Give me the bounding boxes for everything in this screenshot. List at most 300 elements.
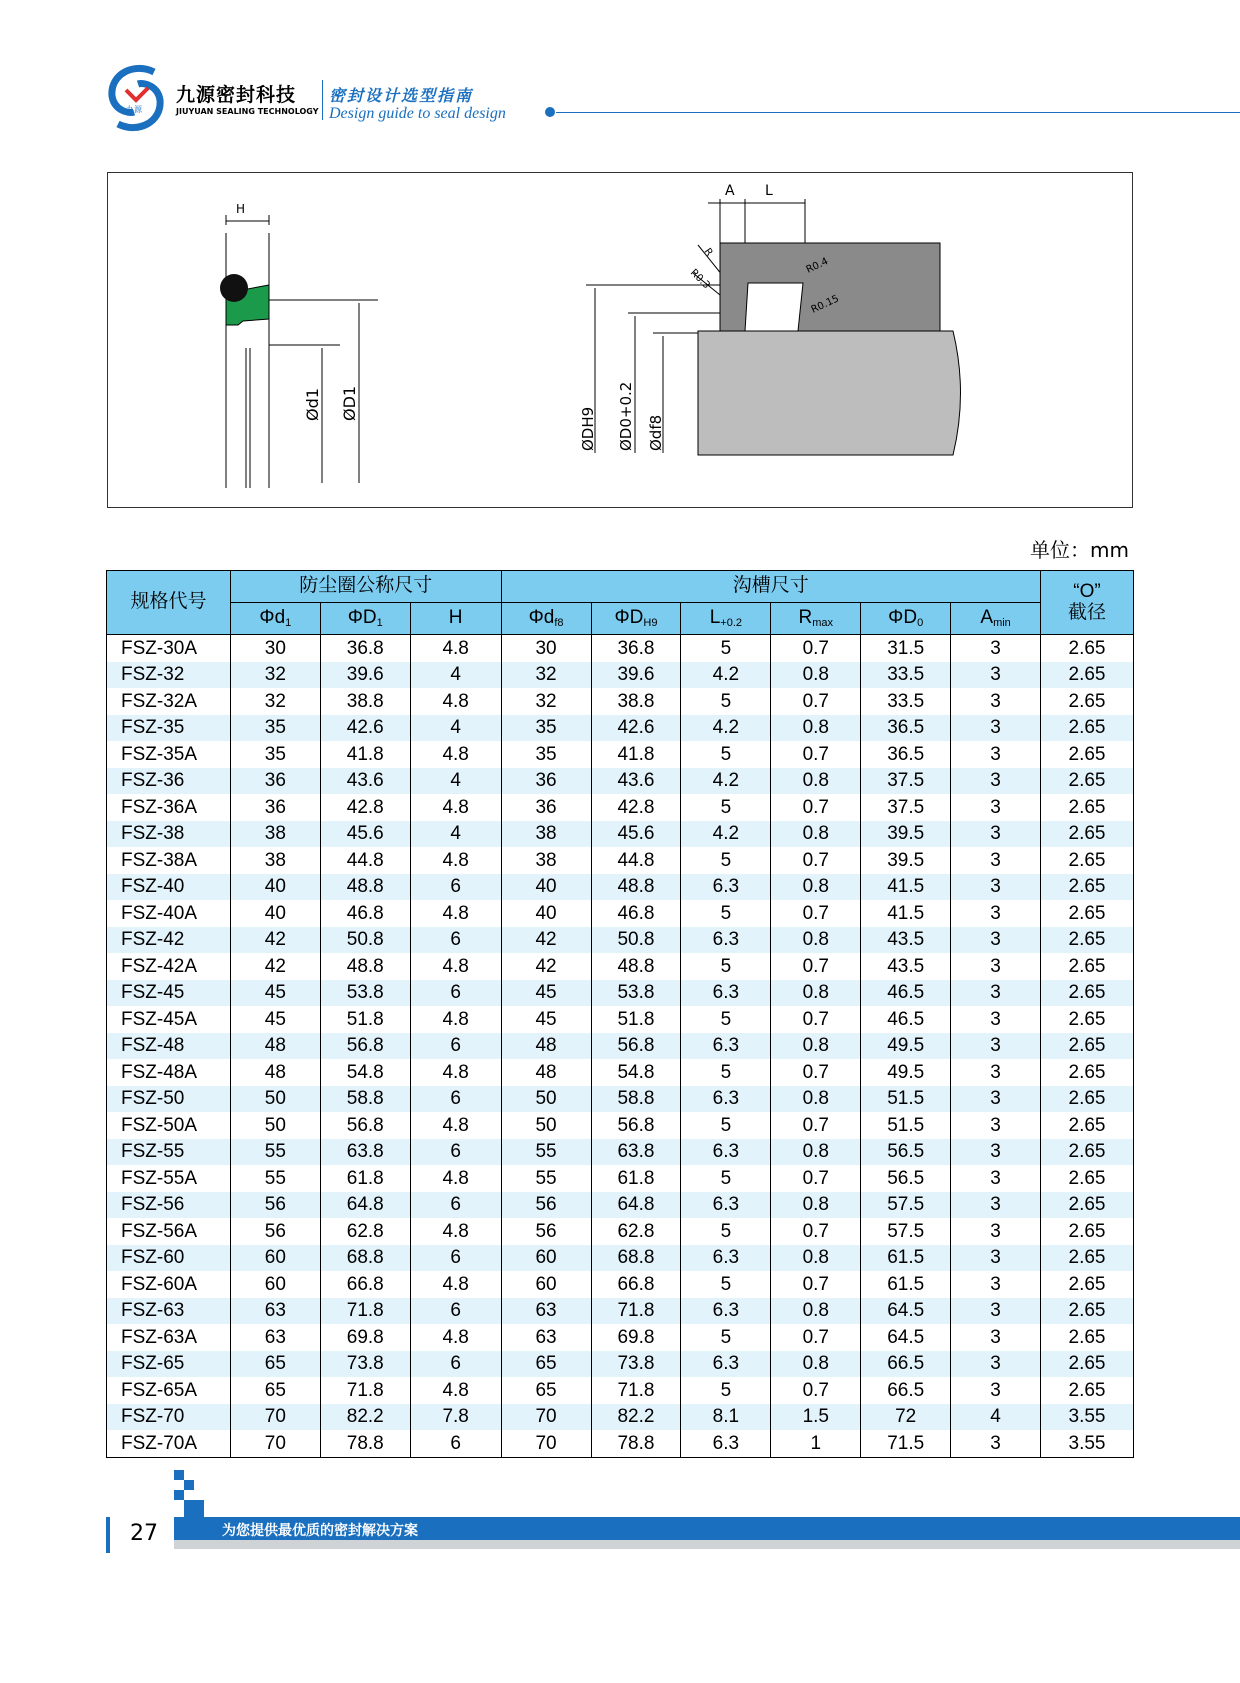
table-cell: 65 [501,1351,591,1378]
table-cell: 4.2 [681,768,771,795]
table-cell: 2.65 [1041,1086,1134,1113]
table-cell: 3 [951,741,1041,768]
table-cell: 3 [951,1351,1041,1378]
table-row [107,794,1134,821]
table-row [107,1271,1134,1298]
table-cell: 0.8 [771,1245,861,1272]
table-cell: 56.8 [591,1033,681,1060]
table-cell: 43.5 [861,953,951,980]
label-r: R [701,246,715,259]
table-cell: 3 [951,688,1041,715]
table-cell: 50 [501,1086,591,1113]
sub-header-row [107,603,1134,635]
table-cell: 46.5 [861,1006,951,1033]
table-cell: 32 [230,688,320,715]
table-cell: 0.7 [771,688,861,715]
table-cell: 0.7 [771,953,861,980]
table-cell: 6 [410,1298,501,1325]
table-row [107,1059,1134,1086]
table-cell: 2.65 [1041,953,1134,980]
table-cell: 5 [681,635,771,662]
table-cell: 50 [501,1112,591,1139]
table-cell: 36.8 [320,635,410,662]
table-cell: 64.5 [861,1324,951,1351]
table-cell: 2.65 [1041,847,1134,874]
table-cell: 0.7 [771,900,861,927]
table-cell: 41.5 [861,900,951,927]
table-cell: 42.6 [591,715,681,742]
sub-header-subscript: 1 [376,616,383,629]
spec-code-cell: FSZ-38A [107,847,231,874]
table-cell: 1.5 [771,1404,861,1431]
table-cell: 3 [951,1059,1041,1086]
footer-pixel [174,1490,184,1500]
table-cell: 6 [410,1033,501,1060]
table-cell: 0.7 [771,794,861,821]
table-cell: 70 [230,1430,320,1457]
table-cell: 2.65 [1041,821,1134,848]
table-cell: 0.8 [771,1033,861,1060]
table-cell: 3 [951,1245,1041,1272]
spec-code-cell: FSZ-48 [107,1033,231,1060]
table-cell: 50 [230,1112,320,1139]
brand-name-cn: 九源密封科技 [176,84,297,106]
table-cell: 31.5 [861,635,951,662]
table-cell: 4.8 [410,1271,501,1298]
table-cell: 2.65 [1041,980,1134,1007]
table-cell: 4.8 [410,688,501,715]
table-cell: 68.8 [591,1245,681,1272]
table-cell: 2.65 [1041,635,1134,662]
spec-code-cell: FSZ-60 [107,1245,231,1272]
table-cell: 2.65 [1041,688,1134,715]
seal-diagram [107,172,1133,508]
table-cell: 35 [230,715,320,742]
table-cell: 49.5 [861,1059,951,1086]
table-cell: 2.65 [1041,1165,1134,1192]
table-cell: 0.7 [771,1377,861,1404]
table-cell: 3 [951,1086,1041,1113]
table-cell: 35 [501,741,591,768]
sub-header-main: H [448,607,463,629]
table-cell: 62.8 [320,1218,410,1245]
table-cell: 3.55 [1041,1404,1134,1431]
table-cell: 0.8 [771,1192,861,1219]
table-cell: 61.8 [320,1165,410,1192]
table-cell: 71.8 [320,1377,410,1404]
table-cell: 3 [951,980,1041,1007]
spec-code-cell: FSZ-40A [107,900,231,927]
table-cell: 3 [951,821,1041,848]
table-cell: 53.8 [320,980,410,1007]
table-cell: 48.8 [591,874,681,901]
table-cell: 4.8 [410,1165,501,1192]
table-cell: 36 [501,794,591,821]
table-cell: 4 [951,1404,1041,1431]
table-cell: 39.6 [320,662,410,689]
sub-header-cell [771,603,861,635]
table-cell: 2.65 [1041,1324,1134,1351]
sub-header-main: ΦD [614,606,644,628]
table-cell: 61.8 [591,1165,681,1192]
table-cell: 50.8 [591,927,681,954]
table-cell: 38.8 [591,688,681,715]
table-cell: 46.8 [591,900,681,927]
header-oring-line2: 截径 [1068,601,1107,623]
table-cell: 6.3 [681,927,771,954]
table-cell: 65 [230,1351,320,1378]
spec-code-cell: FSZ-55 [107,1139,231,1166]
table-cell: 73.8 [591,1351,681,1378]
table-cell: 33.5 [861,688,951,715]
table-cell: 66.5 [861,1377,951,1404]
table-cell: 2.65 [1041,900,1134,927]
table-cell: 3 [951,1192,1041,1219]
header-groove-group: 沟槽尺寸 [501,571,1040,603]
table-cell: 45.6 [591,821,681,848]
table-row [107,1298,1134,1325]
table-cell: 42 [230,953,320,980]
sub-header-subscript: 1 [285,616,292,629]
footer-slogan: 为您提供最优质的密封解决方案 [222,1523,418,1539]
spec-code-cell: FSZ-36 [107,768,231,795]
table-cell: 61.5 [861,1271,951,1298]
table-cell: 56.8 [320,1033,410,1060]
table-cell: 45 [501,1006,591,1033]
table-cell: 6 [410,1430,501,1457]
table-cell: 2.65 [1041,927,1134,954]
table-cell: 2.65 [1041,1218,1134,1245]
table-row [107,1324,1134,1351]
table-cell: 0.8 [771,662,861,689]
table-cell: 70 [501,1430,591,1457]
diagram-drawing [108,173,1134,509]
table-cell: 6 [410,1086,501,1113]
spec-code-cell: FSZ-30A [107,635,231,662]
header-oring-group [1041,571,1134,635]
table-cell: 38.8 [320,688,410,715]
table-cell: 70 [230,1404,320,1431]
table-cell: 5 [681,1324,771,1351]
spec-code-cell: FSZ-65A [107,1377,231,1404]
table-cell: 65 [230,1377,320,1404]
sub-header-main: A [980,606,994,628]
table-cell: 0.7 [771,1271,861,1298]
table-cell: 63.8 [320,1139,410,1166]
table-cell: 56 [501,1218,591,1245]
spec-code-cell: FSZ-60A [107,1271,231,1298]
table-cell: 4.8 [410,1112,501,1139]
table-cell: 5 [681,847,771,874]
header-code: 规格代号 [107,571,231,635]
table-cell: 1 [771,1430,861,1457]
table-row [107,1218,1134,1245]
footer-shadow-bar [174,1540,1240,1549]
table-cell: 5 [681,1218,771,1245]
table-cell: 6.3 [681,874,771,901]
table-cell: 0.8 [771,1298,861,1325]
table-cell: 0.7 [771,847,861,874]
table-cell: 71.8 [320,1298,410,1325]
table-cell: 3 [951,927,1041,954]
table-cell: 68.8 [320,1245,410,1272]
table-cell: 0.8 [771,874,861,901]
sub-header-subscript: H9 [643,616,658,629]
table-cell: 56.8 [320,1112,410,1139]
sub-header-main: ΦD [888,606,918,628]
table-cell: 4.8 [410,1377,501,1404]
spec-code-cell: FSZ-50A [107,1112,231,1139]
table-cell: 63 [230,1324,320,1351]
table-cell: 55 [230,1139,320,1166]
table-cell: 2.65 [1041,768,1134,795]
table-cell: 4.2 [681,715,771,742]
table-cell: 3 [951,1271,1041,1298]
table-cell: 66.8 [320,1271,410,1298]
sub-header-subscript: 0 [917,616,924,629]
table-cell: 40 [501,900,591,927]
table-cell: 5 [681,741,771,768]
table-cell: 2.65 [1041,1192,1134,1219]
table-row [107,1351,1134,1378]
table-cell: 57.5 [861,1192,951,1219]
table-cell: 78.8 [591,1430,681,1457]
table-cell: 6.3 [681,1298,771,1325]
rod-body [698,331,961,455]
sub-header-subscript: f8 [554,616,564,629]
table-cell: 41.8 [591,741,681,768]
table-cell: 38 [230,847,320,874]
table-cell: 3.55 [1041,1430,1134,1457]
table-cell: 69.8 [320,1324,410,1351]
table-cell: 4.8 [410,953,501,980]
table-cell: 43.6 [320,768,410,795]
table-cell: 4.8 [410,847,501,874]
table-row [107,715,1134,742]
table-cell: 0.8 [771,715,861,742]
table-cell: 3 [951,900,1041,927]
table-cell: 2.65 [1041,1377,1134,1404]
label-D1: ØD1 [340,385,359,421]
table-cell: 36.8 [591,635,681,662]
table-cell: 58.8 [591,1086,681,1113]
sub-header-subscript: min [993,616,1011,629]
table-cell: 7.8 [410,1404,501,1431]
table-cell: 6 [410,980,501,1007]
table-cell: 4.8 [410,900,501,927]
table-cell: 42.8 [320,794,410,821]
table-cell: 0.8 [771,1086,861,1113]
table-cell: 3 [951,768,1041,795]
table-cell: 2.65 [1041,1006,1134,1033]
table-cell: 66.8 [591,1271,681,1298]
table-cell: 32 [501,688,591,715]
spec-code-cell: FSZ-42A [107,953,231,980]
table-cell: 0.8 [771,980,861,1007]
spec-code-cell: FSZ-35 [107,715,231,742]
table-cell: 50 [230,1086,320,1113]
table-cell: 40 [230,900,320,927]
groove-housing [720,243,940,331]
label-r015: R0.15 [809,293,841,316]
table-cell: 61.5 [861,1245,951,1272]
table-cell: 32 [230,662,320,689]
table-cell: 63 [501,1324,591,1351]
spec-table [106,570,1134,1458]
spec-code-cell: FSZ-35A [107,741,231,768]
spec-code-cell: FSZ-32A [107,688,231,715]
sub-header-main: L [709,606,721,628]
table-cell: 40 [501,874,591,901]
table-cell: 64.8 [591,1192,681,1219]
table-cell: 4 [410,821,501,848]
unit-label: 单位：mm [1030,538,1129,562]
table-cell: 64.5 [861,1298,951,1325]
table-cell: 72 [861,1404,951,1431]
table-cell: 45 [230,1006,320,1033]
table-cell: 55 [501,1139,591,1166]
label-df8: Ødf8 [647,414,665,451]
spec-code-cell: FSZ-55A [107,1165,231,1192]
table-cell: 48.8 [320,874,410,901]
spec-code-cell: FSZ-42 [107,927,231,954]
table-cell: 4.8 [410,635,501,662]
table-cell: 0.7 [771,1006,861,1033]
table-row [107,980,1134,1007]
table-cell: 48 [501,1033,591,1060]
table-row [107,874,1134,901]
table-cell: 4 [410,768,501,795]
table-cell: 3 [951,847,1041,874]
table-row [107,1139,1134,1166]
table-row [107,688,1134,715]
table-cell: 35 [501,715,591,742]
table-cell: 42 [501,927,591,954]
header-dot [545,107,555,117]
sub-header-cell [230,603,320,635]
table-cell: 5 [681,1006,771,1033]
table-cell: 37.5 [861,768,951,795]
table-cell: 46.8 [320,900,410,927]
table-cell: 0.8 [771,768,861,795]
table-cell: 3 [951,1033,1041,1060]
table-cell: 43.5 [861,927,951,954]
spec-code-cell: FSZ-38 [107,821,231,848]
label-dh9: ØDH9 [579,406,597,451]
o-ring-section [220,274,248,302]
table-cell: 8.1 [681,1404,771,1431]
table-cell: 4.8 [410,1059,501,1086]
table-cell: 63 [501,1298,591,1325]
table-cell: 5 [681,1271,771,1298]
brand-separator [322,80,323,120]
table-cell: 3 [951,1006,1041,1033]
table-cell: 2.65 [1041,1271,1134,1298]
label-a: A [725,183,735,199]
table-cell: 5 [681,688,771,715]
guide-title-cn: 密封设计选型指南 [329,86,474,105]
table-cell: 33.5 [861,662,951,689]
table-row [107,1086,1134,1113]
table-cell: 2.65 [1041,794,1134,821]
table-cell: 78.8 [320,1430,410,1457]
spec-code-cell: FSZ-56 [107,1192,231,1219]
table-cell: 56.5 [861,1139,951,1166]
table-cell: 56.8 [591,1112,681,1139]
table-row [107,1245,1134,1272]
table-cell: 0.8 [771,927,861,954]
table-cell: 55 [230,1165,320,1192]
table-cell: 48 [501,1059,591,1086]
table-cell: 3 [951,1165,1041,1192]
table-cell: 42.6 [320,715,410,742]
table-cell: 6 [410,1351,501,1378]
table-cell: 30 [501,635,591,662]
table-cell: 6.3 [681,1351,771,1378]
table-row [107,1033,1134,1060]
sub-header-cell [320,603,410,635]
table-cell: 44.8 [591,847,681,874]
table-cell: 64.8 [320,1192,410,1219]
spec-code-cell: FSZ-70 [107,1404,231,1431]
table-cell: 3 [951,715,1041,742]
table-cell: 36 [230,794,320,821]
table-cell: 49.5 [861,1033,951,1060]
table-cell: 38 [501,821,591,848]
company-logo [104,62,168,134]
table-cell: 57.5 [861,1218,951,1245]
table-cell: 39.5 [861,821,951,848]
spec-code-cell: FSZ-50 [107,1086,231,1113]
table-cell: 56 [230,1218,320,1245]
table-cell: 50.8 [320,927,410,954]
spec-code-cell: FSZ-63 [107,1298,231,1325]
table-cell: 51.8 [320,1006,410,1033]
table-row [107,1165,1134,1192]
table-cell: 65 [501,1377,591,1404]
label-l: L [765,183,773,199]
table-cell: 60 [230,1271,320,1298]
table-cell: 2.65 [1041,1059,1134,1086]
table-cell: 2.65 [1041,715,1134,742]
table-cell: 51.8 [591,1006,681,1033]
table-cell: 5 [681,900,771,927]
table-cell: 36 [230,768,320,795]
table-cell: 71.8 [591,1298,681,1325]
table-cell: 4.8 [410,741,501,768]
table-cell: 6.3 [681,1139,771,1166]
table-cell: 37.5 [861,794,951,821]
table-cell: 0.7 [771,1324,861,1351]
spec-code-cell: FSZ-63A [107,1324,231,1351]
table-cell: 45 [230,980,320,1007]
spec-code-cell: FSZ-32 [107,662,231,689]
table-cell: 3 [951,1430,1041,1457]
table-cell: 51.5 [861,1112,951,1139]
table-cell: 69.8 [591,1324,681,1351]
table-cell: 4.8 [410,794,501,821]
table-cell: 54.8 [320,1059,410,1086]
table-cell: 6.3 [681,980,771,1007]
table-cell: 2.65 [1041,1112,1134,1139]
table-cell: 0.7 [771,1165,861,1192]
table-cell: 63.8 [591,1139,681,1166]
table-cell: 4.2 [681,662,771,689]
sub-header-cell [591,603,681,635]
spec-code-cell: FSZ-70A [107,1430,231,1457]
label-d0: ØD0+0.2 [617,381,635,451]
table-cell: 0.7 [771,1059,861,1086]
